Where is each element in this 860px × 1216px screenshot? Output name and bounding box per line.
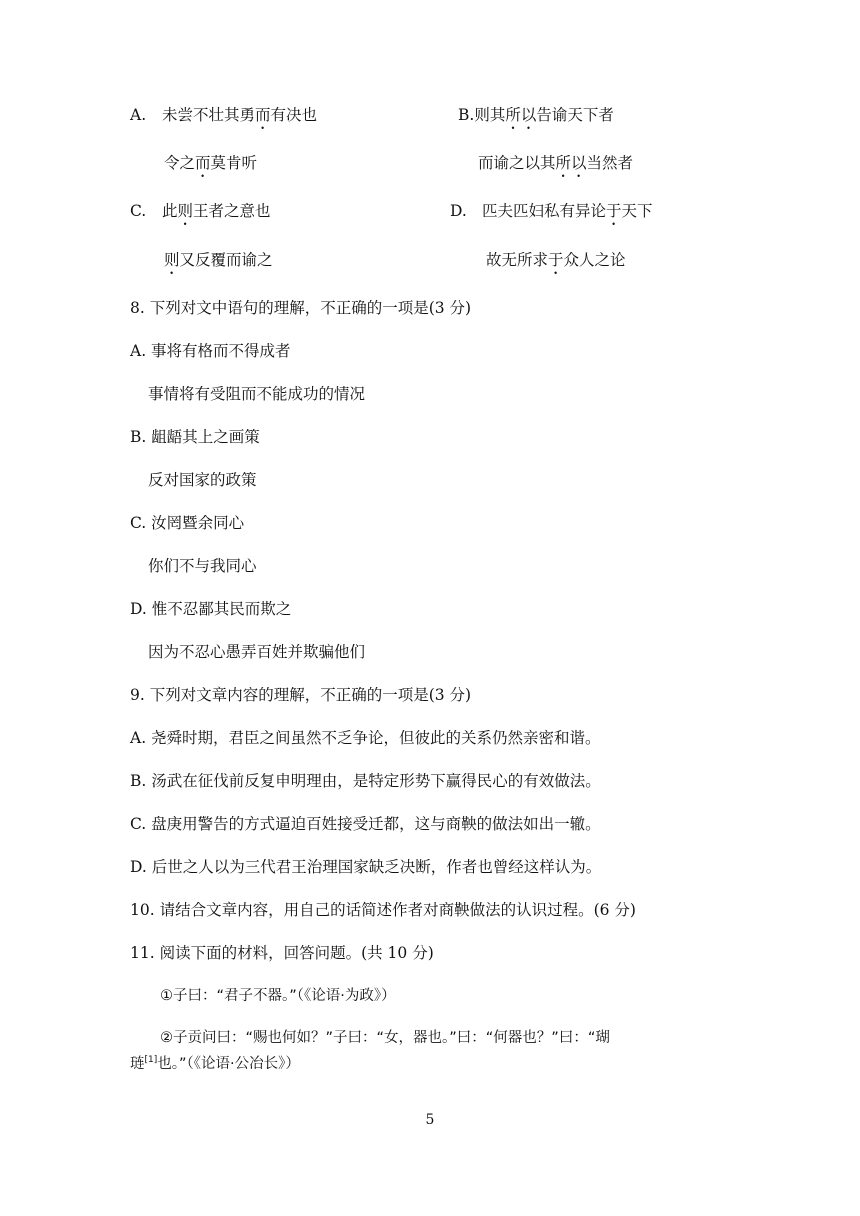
option-a-text-pre: 未尝不壮其勇	[162, 106, 256, 124]
q8-option-a-quote: A. 事将有格而不得成者	[130, 342, 291, 360]
q11-material-2-line1: ②子贡问曰：“赐也何如？”子曰：“女，器也。”曰：“何器也？”曰：“瑚	[160, 1030, 610, 1046]
q9-option-b: B. 汤武在征伐前反复申明理由，是特定形势下赢得民心的有效做法。	[130, 772, 601, 790]
option-c2-text-post: 又反覆而谕之	[179, 251, 273, 269]
option-c-text-post: 王者之意也	[193, 202, 271, 220]
option-c-emphasis: 则	[177, 202, 194, 220]
option-a-line1	[130, 104, 317, 133]
option-c2-emphasis: 则	[164, 251, 180, 269]
q9-option-d: D. 后世之人以为三代君王治理国家缺乏决断，作者也曾经这样认为。	[130, 858, 602, 876]
option-c-line2	[164, 249, 273, 278]
q9-option-c: C. 盘庚用警告的方式逼迫百姓接受迁都，这与商鞅的做法如出一辙。	[130, 815, 601, 833]
option-a-text-post: 有决也	[270, 106, 318, 124]
option-d-line2	[486, 249, 626, 278]
option-b-mark: B.	[458, 106, 475, 124]
q11-material-2-source: 也。”（《论语·公冶长》）	[157, 1055, 300, 1072]
option-a2-emphasis: 而	[195, 154, 211, 172]
option-b2-text-pre: 而谕之以其	[478, 154, 556, 172]
option-a-emphasis: 而	[255, 106, 271, 124]
q11-material-1: ①子曰：“君子不器。”（《论语·为政》）	[160, 988, 396, 1004]
q10-stem: 10. 请结合文章内容，用自己的话简述作者对商鞅做法的认识过程。(6 分)	[130, 901, 636, 919]
q9-option-a: A. 尧舜时期，君臣之间虽然不乏争论，但彼此的关系仍然亲密和谐。	[130, 729, 601, 747]
option-d-text-pre: 匹夫匹妇私有异论	[482, 202, 607, 220]
option-d-mark: D.	[450, 202, 467, 220]
option-b-text-post: 告谕天下者	[536, 106, 614, 124]
q8-option-b-quote: B. 龃龉其上之画策	[130, 428, 260, 446]
q8-option-c-explain: 你们不与我同心	[148, 557, 257, 575]
option-a2-text-pre: 令之	[164, 154, 196, 172]
footnote-marker: [1]	[144, 1055, 158, 1065]
option-a-mark: A.	[130, 106, 147, 124]
option-b-line1	[458, 104, 614, 133]
option-a-line2	[164, 152, 257, 181]
q8-option-c-quote: C. 汝罔暨余同心	[130, 514, 245, 532]
q11-material-2-word: 琏	[130, 1055, 145, 1072]
option-d-text-post: 天下	[621, 202, 653, 220]
option-d2-emphasis: 于	[548, 251, 564, 269]
option-c-text-pre: 此	[162, 202, 178, 220]
option-b-line2	[478, 152, 633, 181]
option-c-line1	[130, 200, 271, 229]
option-b-emphasis: 所以	[505, 106, 537, 124]
option-b-text-pre: 则其	[474, 106, 506, 124]
option-b2-text-post: 当然者	[586, 154, 634, 172]
option-b2-emphasis: 所以	[555, 154, 587, 172]
q8-option-d-quote: D. 惟不忍鄙其民而欺之	[130, 600, 292, 618]
option-d2-text-post: 众人之论	[563, 251, 626, 269]
option-d-emphasis: 于	[606, 202, 622, 220]
q11-stem: 11. 阅读下面的材料，回答问题。(共 10 分)	[130, 944, 434, 962]
option-d2-text-pre: 故无所求	[486, 251, 549, 269]
option-a2-text-post: 莫肯听	[210, 154, 258, 172]
q8-stem: 8. 下列对文中语句的理解，不正确的一项是(3 分)	[130, 299, 472, 317]
q8-option-d-explain: 因为不忍心愚弄百姓并欺骗他们	[148, 643, 366, 661]
option-d-line1	[450, 200, 653, 229]
option-c-mark: C.	[130, 202, 147, 220]
q8-option-b-explain: 反对国家的政策	[148, 471, 257, 489]
page-number: 5	[425, 1112, 435, 1128]
q9-stem: 9. 下列对文章内容的理解，不正确的一项是(3 分)	[130, 686, 472, 704]
q8-option-a-explain: 事情将有受阻而不能成功的情况	[148, 385, 366, 403]
q11-material-2-line2	[130, 1049, 300, 1075]
